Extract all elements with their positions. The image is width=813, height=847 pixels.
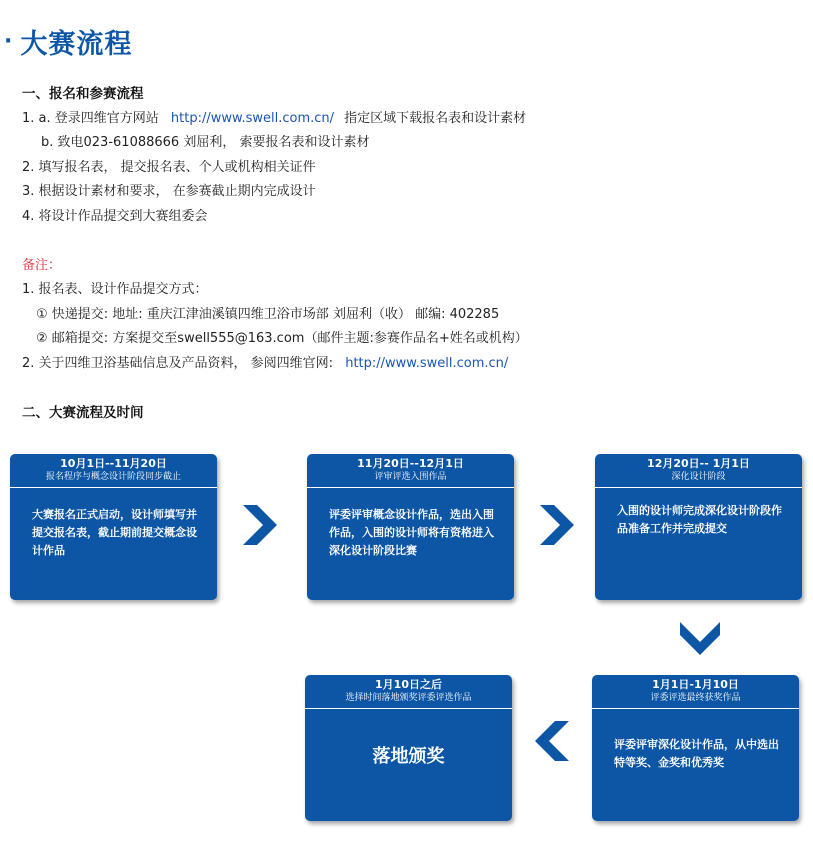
flow-card-3-date: 12月20日-- 1月1日	[647, 457, 750, 470]
flow-card-5-header	[305, 675, 512, 709]
flow-card-5-sub: 选择时间落地颁奖评委评选作品	[345, 693, 472, 703]
flow-card-5-date: 1月10日之后	[375, 678, 442, 691]
flow-card-1-sub: 报名程序与概念设计阶段同步截止	[45, 472, 181, 482]
step2-line: 2. 填写报名表， 提交报名表、个人或机构相关证件	[22, 160, 316, 175]
flow-card-5	[305, 675, 512, 821]
flow-card-4-body: 评委评审深化设计作品，从中选出特等奖、金奖和优秀奖	[614, 738, 779, 769]
flow-card-2-date: 11月20日--12月1日	[357, 457, 464, 470]
notes-label: 备注：	[22, 258, 62, 273]
section1-heading: 一、报名和参赛流程	[22, 86, 144, 102]
flow-card-1	[10, 454, 217, 600]
notes-item1-courier: ① 快递提交: 地址: 重庆江津油溪镇四维卫浴市场部 刘屈利（收） 邮编: 402285	[36, 307, 500, 322]
flow-card-2-body: 评委评审概念设计作品，选出入围作品，入围的设计师将有资格进入深化设计阶段比赛	[329, 508, 494, 557]
step1a-suffix: 指定区域下载报名表和设计素材	[344, 111, 527, 126]
section2-heading: 二、大赛流程及时间	[22, 405, 144, 421]
chevron-left-icon	[535, 721, 569, 761]
official-site-link-2[interactable]: http://www.swell.com.cn/	[345, 356, 509, 371]
flow-card-3	[595, 454, 802, 600]
step4-line: 4. 将设计作品提交到大赛组委会	[22, 209, 208, 224]
notes-item2-line	[22, 352, 508, 371]
title-bullet: ·	[4, 28, 13, 54]
step1b-line: b. 致电023-61088666 刘屈利， 索要报名表和设计素材	[41, 135, 370, 150]
step1a-line	[22, 107, 526, 126]
step1a-prefix: 1. a. 登录四维官方网站	[22, 111, 159, 126]
step3-line: 3. 根据设计素材和要求， 在参赛截止期内完成设计	[22, 184, 316, 199]
page-title-row	[4, 22, 132, 61]
flow-card-3-header	[595, 454, 802, 488]
flow-card-3-body: 入围的设计师完成深化设计阶段作品准备工作并完成提交	[617, 504, 782, 535]
flow-card-1-date: 10月1日--11月20日	[60, 457, 167, 470]
page-title: 大赛流程	[20, 29, 133, 60]
flow-card-4-header	[592, 675, 799, 709]
flow-card-1-body: 大赛报名正式启动，设计师填写并提交报名表，截止期前提交概念设计作品	[32, 508, 197, 557]
flow-card-2-header	[307, 454, 514, 488]
notes-item2-prefix: 2. 关于四维卫浴基础信息及产品资料， 参阅四维官网:	[22, 356, 334, 371]
notes-item1-email: ② 邮箱提交: 方案提交至swell555@163.com（邮件主题:参赛作品名+姓名或机构）	[36, 331, 528, 346]
chevron-right-icon	[243, 505, 277, 545]
chevron-right-icon-2	[540, 505, 574, 545]
flow-card-4	[592, 675, 799, 821]
flow-card-2-sub: 评审评选入围作品	[374, 472, 447, 482]
flow-card-5-body: 落地颁奖	[372, 746, 445, 767]
chevron-down-icon	[680, 622, 720, 655]
notes-item1: 1. 报名表、设计作品提交方式：	[22, 282, 208, 297]
flow-card-3-sub: 深化设计阶段	[671, 472, 726, 482]
flow-card-4-sub: 评委评选最终获奖作品	[650, 693, 741, 703]
flow-card-2	[307, 454, 514, 600]
flow-card-4-date: 1月1日-1月10日	[652, 678, 739, 691]
official-site-link[interactable]: http://www.swell.com.cn/	[170, 111, 335, 126]
flow-card-1-header	[10, 454, 217, 488]
